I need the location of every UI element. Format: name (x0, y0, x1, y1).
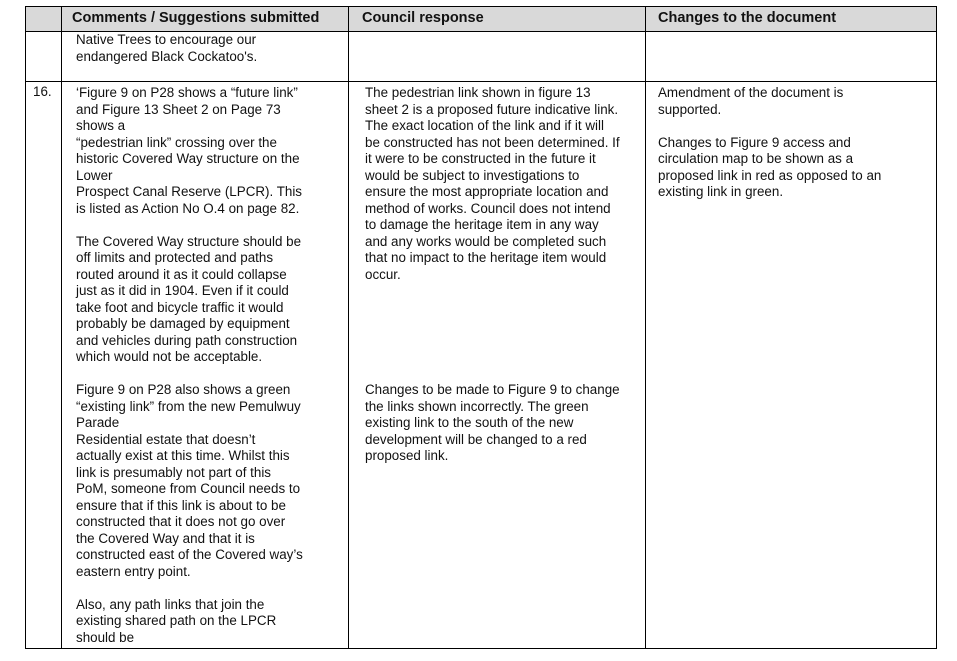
cell-changes (646, 82, 937, 649)
changes-paragraph: Changes to Figure 9 access and circulation map to be shown as a proposed link in red as opposed to an existing link in green. (658, 134, 882, 199)
comment-text: Native Trees to encourage our endangered Black Cockatoo's. (76, 32, 258, 64)
cell-number (26, 32, 62, 82)
row-number: 16. (33, 84, 52, 99)
header-number (26, 7, 62, 32)
comment-paragraph: Also, any path links that join the existing shared path on the LPCR should be (76, 596, 277, 645)
cell-council-response (349, 82, 646, 649)
cell-comment (62, 82, 349, 649)
header-comments: Comments / Suggestions submitted (62, 7, 349, 32)
table-row-continued (26, 32, 937, 82)
header-council-response: Council response (349, 7, 646, 32)
cell-number (26, 82, 62, 649)
comment-paragraph: The Covered Way structure should be off limits and protected and paths routed around it as it could collapse just as it did in 1904. Even if it could take foot and bicycle traffic it would probably be damaged by equipment and vehicles during path construction which would not be acceptable. (76, 233, 302, 364)
submissions-table (25, 6, 937, 649)
changes-paragraph: Amendment of the document is supported. (658, 85, 844, 117)
cell-changes (646, 32, 937, 82)
cell-comment (62, 32, 349, 82)
table-row-16 (26, 82, 937, 649)
response-paragraph: The pedestrian link shown in figure 13 sheet 2 is a proposed future indicative link. The exact location of the link and if it will be constructed has not been determined. If it were to be constructed in the future it would be subject to investigations to ensure the most appropriate location and method of works. Council does not intend to damage the heritage item in any way and any works would be completed such that no impact to the heritage item would occur. (365, 85, 620, 282)
comment-paragraph: Figure 9 on P28 also shows a green “existing link” from the new Pemulwuy Parade Residential estate that doesn’t actually exist at this time. Whilst this link is presumably not part of this PoM, someone from Council needs to ensure that if this link is about to be constructed that it does not go over the Covered Way and that it is constructed east of the Covered way’s eastern entry point. (76, 382, 303, 579)
comment-paragraph: ‘Figure 9 on P28 shows a “future link” and Figure 13 Sheet 2 on Page 73 shows a “pedestrian link” crossing over the historic Covered Way structure on the Lower Prospect Canal Reserve (LPCR). This is listed as Action No O.4 on page 82. (76, 85, 302, 216)
cell-council-response (349, 32, 646, 82)
header-changes-to-document: Changes to the document (646, 7, 937, 32)
table-header-row (26, 7, 937, 32)
response-paragraph: Changes to be made to Figure 9 to change the links shown incorrectly. The green existing link to the south of the new development will be changed to a red proposed link. (365, 382, 620, 463)
